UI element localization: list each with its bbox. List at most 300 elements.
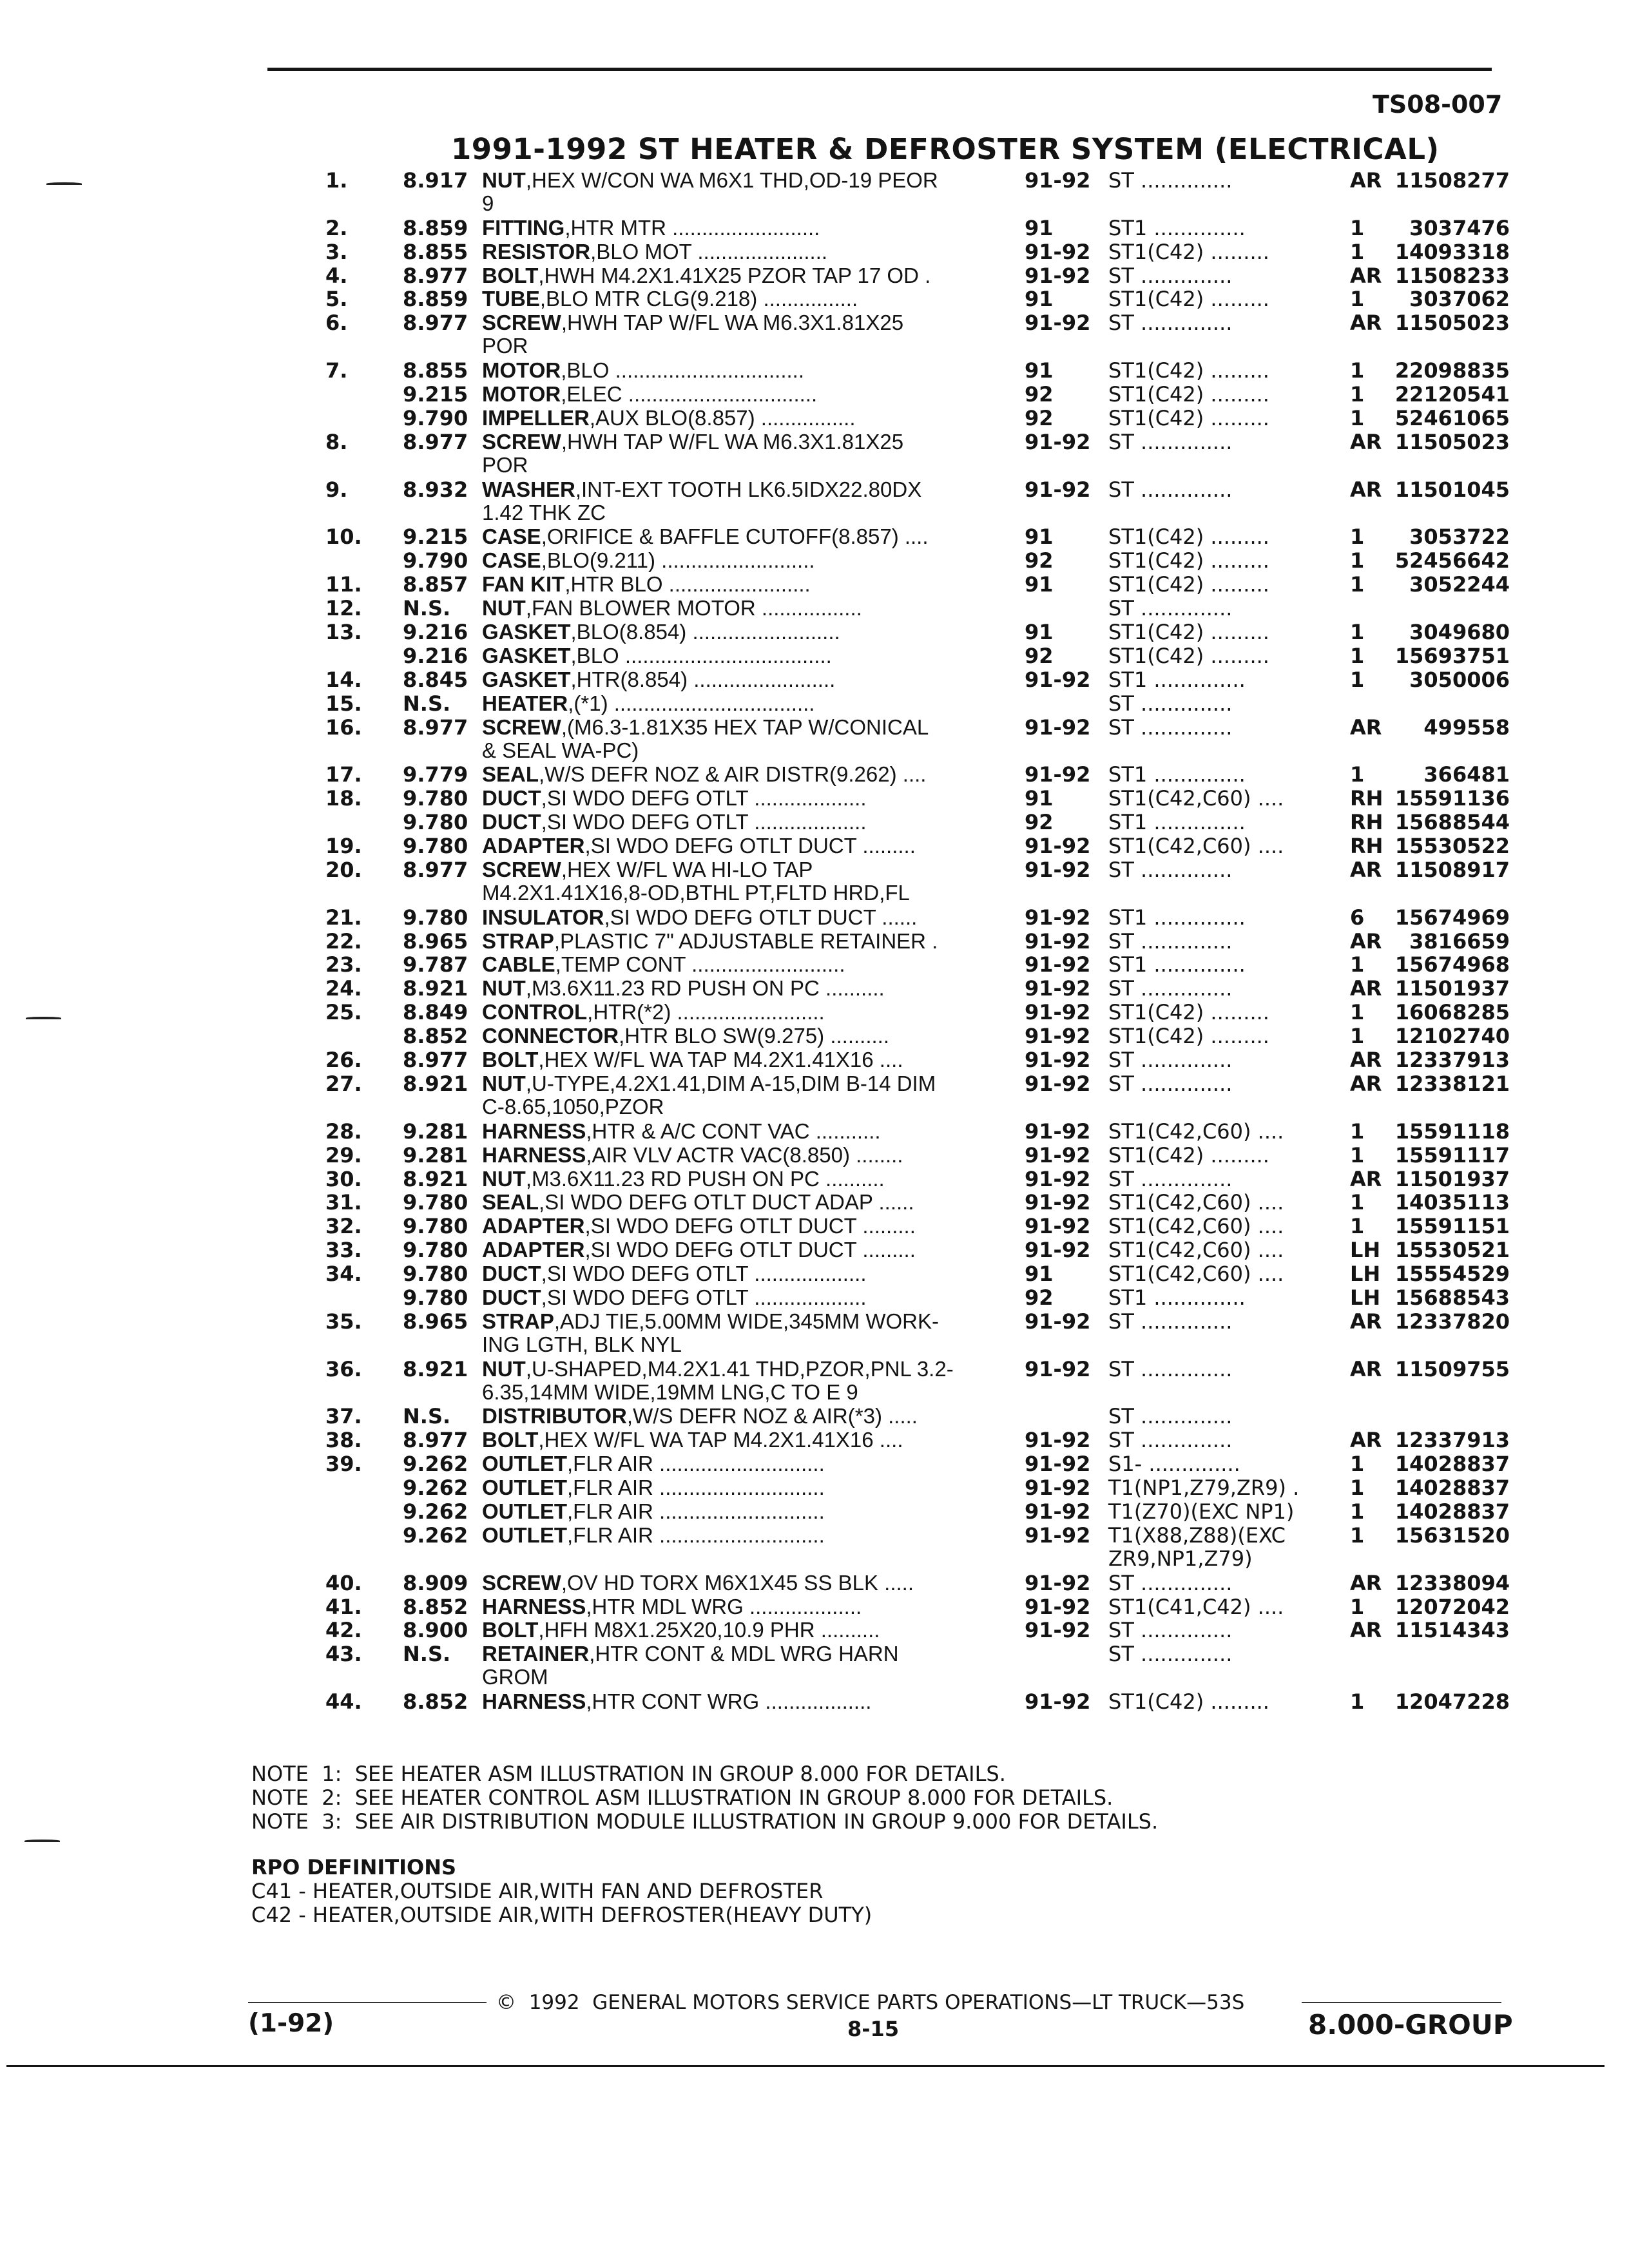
quantity: 1 xyxy=(1350,382,1365,407)
part-detail: ,HTR MDL WRG ................... xyxy=(586,1594,862,1619)
part-detail: ,M3.6X11.23 RD PUSH ON PC .......... xyxy=(525,976,885,1001)
group-number: 9.215 xyxy=(403,382,468,407)
part-description xyxy=(482,1619,880,1642)
model-code xyxy=(1108,953,1246,976)
part-number: 15693751 xyxy=(1394,643,1510,668)
part-row xyxy=(0,1215,1629,1238)
model-code xyxy=(1108,1238,1284,1262)
item-number: 22. xyxy=(325,928,362,954)
model-code xyxy=(1108,264,1232,287)
part-row xyxy=(0,430,1629,478)
part-description xyxy=(482,1524,825,1547)
part-description xyxy=(482,359,804,382)
quantity: 1 xyxy=(1350,667,1365,692)
model-code-text: ST1(C42) ......... xyxy=(1108,524,1269,550)
model-code-text: ST1(C42) ......... xyxy=(1108,382,1269,407)
note-line: NOTE 1: SEE HEATER ASM ILLUSTRATION IN GROUP 8.000 FOR DETAILS. xyxy=(251,1762,1006,1786)
part-description xyxy=(482,620,840,644)
quantity: 1 xyxy=(1350,524,1365,550)
quantity: AR xyxy=(1350,1570,1382,1595)
model-years: 91-92 xyxy=(1025,429,1091,454)
part-name: HARNESS xyxy=(482,1142,586,1167)
item-number: 20. xyxy=(325,857,362,882)
group-number: 8.849 xyxy=(403,1000,468,1025)
part-row xyxy=(0,644,1629,668)
part-name: DUCT xyxy=(482,810,541,834)
part-description xyxy=(482,1476,825,1499)
part-name: FAN KIT xyxy=(482,572,565,597)
quantity: 1 xyxy=(1350,572,1365,597)
group-number: 8.932 xyxy=(403,477,468,502)
part-detail: ,ADJ TIE,5.00MM WIDE,345MM WORK- xyxy=(554,1309,939,1333)
item-number: 8. xyxy=(325,429,348,454)
item-number: 2. xyxy=(325,215,348,240)
part-description xyxy=(482,1072,936,1119)
part-row xyxy=(0,834,1629,858)
group-number: 8.859 xyxy=(403,287,468,312)
model-code xyxy=(1108,1262,1284,1285)
part-number: 3049680 xyxy=(1409,619,1510,644)
model-years: 92 xyxy=(1025,382,1054,407)
group-number: 8.977 xyxy=(403,1048,468,1073)
group-number: 9.216 xyxy=(403,643,468,668)
model-code xyxy=(1108,1286,1246,1309)
item-number: 19. xyxy=(325,834,362,859)
group-number: 9.262 xyxy=(403,1523,468,1548)
model-code-text: ST1(C42,C60) .... xyxy=(1108,1238,1284,1263)
part-detail: ,HTR BLO ........................ xyxy=(564,572,811,597)
model-years: 92 xyxy=(1025,548,1054,573)
model-code xyxy=(1108,525,1269,548)
group-number: 9.780 xyxy=(403,1262,468,1287)
group-number: 8.977 xyxy=(403,263,468,288)
part-detail: ,PLASTIC 7" ADJUSTABLE RETAINER . xyxy=(554,928,938,953)
part-row xyxy=(0,858,1629,906)
group-number: 8.921 xyxy=(403,1166,468,1191)
group-number: 9.780 xyxy=(403,834,468,859)
part-name: OUTLET xyxy=(482,1475,567,1500)
model-years: 91-92 xyxy=(1025,857,1091,882)
part-name: SCREW xyxy=(482,311,561,335)
item-number: 42. xyxy=(325,1618,362,1643)
model-code-text: ST .............. xyxy=(1108,596,1233,621)
group-number: 8.855 xyxy=(403,239,468,264)
part-description xyxy=(482,1215,916,1238)
part-detail: ,HTR & A/C CONT VAC ........... xyxy=(586,1119,881,1143)
part-name: MOTOR xyxy=(482,382,561,407)
part-detail: ,ORIFICE & BAFFLE CUTOFF(8.857) .... xyxy=(541,524,929,549)
part-row xyxy=(0,1120,1629,1144)
part-detail: ,U-TYPE,4.2X1.41,DIM A-15,DIM B-14 DIM xyxy=(525,1071,936,1095)
part-description xyxy=(482,716,929,762)
part-description xyxy=(482,1428,903,1452)
group-number: 9.780 xyxy=(403,1285,468,1310)
model-code xyxy=(1108,1405,1232,1428)
item-number: 4. xyxy=(325,263,348,288)
part-row xyxy=(0,1262,1629,1286)
part-description xyxy=(482,977,885,1000)
part-detail: ,SI WDO DEFG OTLT DUCT ...... xyxy=(604,905,918,929)
part-description xyxy=(482,478,921,524)
footer-date: (1-92) xyxy=(248,2009,334,2038)
model-code-text: ST1(C42) ......... xyxy=(1108,548,1269,573)
group-number: N.S. xyxy=(403,691,451,716)
item-number: 23. xyxy=(325,952,362,977)
part-description xyxy=(482,1168,885,1191)
model-code xyxy=(1108,1048,1232,1072)
model-code xyxy=(1108,930,1232,953)
part-name: WASHER xyxy=(482,477,575,501)
part-row xyxy=(0,1024,1629,1048)
part-number: 12072042 xyxy=(1394,1594,1510,1619)
part-row xyxy=(0,1690,1629,1714)
part-row xyxy=(0,1619,1629,1642)
part-name: SCREW xyxy=(482,715,561,739)
model-code-text: ST .............. xyxy=(1108,1071,1233,1096)
part-row xyxy=(0,1144,1629,1168)
model-code xyxy=(1108,668,1246,691)
model-code xyxy=(1108,1571,1232,1595)
part-detail: ,HEX W/CON WA M6X1 THD,OD-19 PEOR xyxy=(525,168,938,192)
item-number: 32. xyxy=(325,1214,362,1239)
group-number: 8.965 xyxy=(403,1309,468,1334)
part-number: 11501937 xyxy=(1394,976,1510,1001)
quantity: 1 xyxy=(1350,1142,1365,1168)
part-number: 11514343 xyxy=(1394,1618,1510,1643)
part-row xyxy=(0,1001,1629,1024)
part-row xyxy=(0,811,1629,834)
part-description xyxy=(482,1120,881,1143)
part-detail: ,SI WDO DEFG OTLT ................... xyxy=(541,1262,867,1286)
part-description xyxy=(482,1238,916,1262)
part-name: HARNESS xyxy=(482,1119,586,1143)
part-number: 52456642 xyxy=(1394,548,1510,573)
item-number: 24. xyxy=(325,976,362,1001)
part-detail: ,HWH TAP W/FL WA M6.3X1.81X25 xyxy=(561,429,904,454)
part-row xyxy=(0,287,1629,311)
model-years: 91-92 xyxy=(1025,1523,1091,1548)
part-row xyxy=(0,525,1629,549)
model-code-text: ST .............. xyxy=(1108,976,1233,1001)
quantity: AR xyxy=(1350,928,1382,954)
part-detail: ,HTR CONT WRG .................. xyxy=(586,1689,872,1714)
model-years: 91 xyxy=(1025,1262,1054,1287)
part-detail-continued: ING LGTH, BLK NYL xyxy=(482,1332,682,1356)
model-code-text: ST .............. xyxy=(1108,715,1233,740)
item-number: 40. xyxy=(325,1570,362,1595)
model-code xyxy=(1108,430,1232,454)
quantity: 1 xyxy=(1350,548,1365,573)
part-number: 12102740 xyxy=(1394,1024,1510,1049)
item-number: 16. xyxy=(325,715,362,740)
model-years: 91-92 xyxy=(1025,928,1091,954)
part-description xyxy=(482,930,938,953)
part-detail: ,BLO MTR CLG(9.218) ................ xyxy=(539,287,858,311)
model-code xyxy=(1108,169,1232,192)
group-number: 8.977 xyxy=(403,311,468,336)
part-description xyxy=(482,216,820,240)
part-detail-continued: C-8.65,1050,PZOR xyxy=(482,1094,664,1119)
part-detail: ,HWH TAP W/FL WA M6.3X1.81X25 xyxy=(561,311,904,335)
part-description xyxy=(482,573,811,596)
part-row xyxy=(0,716,1629,764)
rpo-item: C42 - HEATER,OUTSIDE AIR,WITH DEFROSTER(HEAVY DUTY) xyxy=(251,1903,872,1927)
quantity: LH xyxy=(1350,1262,1381,1287)
group-number: 8.921 xyxy=(403,976,468,1001)
model-code xyxy=(1108,692,1232,715)
part-detail: ,HEX W/FL WA TAP M4.2X1.41X16 .... xyxy=(538,1428,903,1452)
part-name: MOTOR xyxy=(482,358,561,383)
part-name: CONTROL xyxy=(482,1000,588,1024)
group-number: 9.790 xyxy=(403,548,468,573)
group-number: 8.909 xyxy=(403,1570,468,1595)
model-code-text: ST .............. xyxy=(1108,1356,1233,1381)
part-row xyxy=(0,216,1629,240)
footer-rule-left xyxy=(248,2002,487,2003)
group-number: 8.852 xyxy=(403,1024,468,1049)
item-number: 29. xyxy=(325,1142,362,1168)
model-code-text: ST .............. xyxy=(1108,311,1233,336)
part-name: OUTLET xyxy=(482,1499,567,1524)
part-description xyxy=(482,1571,914,1595)
item-number: 11. xyxy=(325,572,362,597)
page-title: 1991-1992 ST HEATER & DEFROSTER SYSTEM (ELECTRICAL) xyxy=(451,132,1440,166)
part-name: DUCT xyxy=(482,1285,541,1309)
quantity: 1 xyxy=(1350,1452,1365,1477)
model-code-text: ST1(C42,C60) .... xyxy=(1108,1119,1284,1144)
part-row xyxy=(0,1524,1629,1571)
part-name: ADAPTER xyxy=(482,834,585,858)
footer-copyright: © 1992 GENERAL MOTORS SERVICE PARTS OPERATIONS—LT TRUCK—53S xyxy=(496,1991,1245,2014)
model-years: 91-92 xyxy=(1025,1475,1091,1501)
part-detail-continued: & SEAL WA-PC) xyxy=(482,738,639,762)
part-description xyxy=(482,1500,825,1523)
part-number: 14028837 xyxy=(1394,1452,1510,1477)
quantity: AR xyxy=(1350,1309,1382,1334)
model-code xyxy=(1108,1595,1284,1619)
model-years: 91-92 xyxy=(1025,477,1091,502)
model-code-text: ST1(C42,C60) .... xyxy=(1108,1262,1284,1287)
part-detail: ,OV HD TORX M6X1X45 SS BLK ..... xyxy=(561,1570,914,1595)
part-detail-continued: 9 xyxy=(482,191,494,215)
part-number: 11508917 xyxy=(1394,857,1510,882)
model-code xyxy=(1108,1001,1269,1024)
model-code-continued: ZR9,NP1,Z79) xyxy=(1108,1546,1253,1571)
part-description xyxy=(482,1642,899,1689)
part-number: 15591151 xyxy=(1394,1214,1510,1239)
part-number: 3050006 xyxy=(1409,667,1510,692)
part-name: SCREW xyxy=(482,857,561,881)
item-number: 9. xyxy=(325,477,348,502)
part-row xyxy=(0,1428,1629,1452)
part-detail: ,W/S DEFR NOZ & AIR DISTR(9.262) .... xyxy=(539,762,927,787)
part-detail: ,HTR(*2) ......................... xyxy=(587,1000,825,1024)
model-code xyxy=(1108,240,1269,264)
part-detail: ,BLO MOT ...................... xyxy=(590,239,828,264)
part-description xyxy=(482,430,903,477)
quantity: AR xyxy=(1350,1428,1382,1453)
part-description xyxy=(482,644,832,668)
top-rule xyxy=(267,68,1492,71)
part-name: ADAPTER xyxy=(482,1214,585,1238)
group-number: 9.780 xyxy=(403,786,468,811)
part-description xyxy=(482,240,827,264)
group-number: 9.790 xyxy=(403,405,468,430)
model-code-text: ST1(C42) ......... xyxy=(1108,239,1269,264)
group-number: 9.780 xyxy=(403,1190,468,1215)
quantity: AR xyxy=(1350,976,1382,1001)
model-years: 91 xyxy=(1025,619,1054,644)
part-number: 3816659 xyxy=(1409,928,1510,954)
part-description xyxy=(482,953,845,976)
model-code xyxy=(1108,1168,1232,1191)
quantity: 1 xyxy=(1350,215,1365,240)
part-row xyxy=(0,668,1629,692)
item-number: 36. xyxy=(325,1356,362,1381)
part-detail: ,FAN BLOWER MOTOR ................. xyxy=(525,596,862,620)
part-detail: ,SI WDO DEFG OTLT ................... xyxy=(541,1285,867,1309)
part-detail-continued: GROM xyxy=(482,1665,548,1689)
model-years: 91-92 xyxy=(1025,1570,1091,1595)
group-number: 8.852 xyxy=(403,1594,468,1619)
part-detail: ,HTR(8.854) ........................ xyxy=(570,667,836,691)
model-code-text: ST .............. xyxy=(1108,263,1233,288)
group-number: 9.216 xyxy=(403,619,468,644)
model-code-text: ST1(C42,C60) .... xyxy=(1108,834,1284,859)
model-code-text: ST1 .............. xyxy=(1108,810,1246,835)
part-row xyxy=(0,1168,1629,1191)
group-number: 8.917 xyxy=(403,168,468,193)
part-name: INSULATOR xyxy=(482,905,604,929)
model-code xyxy=(1108,383,1269,406)
part-description xyxy=(482,383,817,406)
part-detail: ,AUX BLO(8.857) ................ xyxy=(589,405,856,430)
part-number: 15688544 xyxy=(1394,810,1510,835)
part-number: 22098835 xyxy=(1394,358,1510,383)
model-code-text: ST .............. xyxy=(1108,1642,1233,1667)
item-number: 21. xyxy=(325,905,362,930)
item-number: 3. xyxy=(325,239,348,264)
part-detail: ,AIR VLV ACTR VAC(8.850) ........ xyxy=(586,1142,903,1167)
part-number: 12337913 xyxy=(1394,1048,1510,1073)
quantity: AR xyxy=(1350,1048,1382,1073)
model-code xyxy=(1108,597,1232,620)
part-name: GASKET xyxy=(482,619,571,644)
part-name: DUCT xyxy=(482,1262,541,1286)
item-number: 38. xyxy=(325,1428,362,1453)
model-code xyxy=(1108,858,1232,881)
part-detail: ,M3.6X11.23 RD PUSH ON PC .......... xyxy=(525,1166,885,1191)
part-name: NUT xyxy=(482,976,526,1001)
part-detail: ,HEX W/FL WA HI-LO TAP xyxy=(561,857,813,881)
group-number: 9.281 xyxy=(403,1119,468,1144)
model-code-text: ST1(C42) ......... xyxy=(1108,1689,1269,1715)
part-number: 15674969 xyxy=(1394,905,1510,930)
model-years: 91-92 xyxy=(1025,762,1091,787)
part-description xyxy=(482,1144,903,1167)
part-detail-continued: M4.2X1.41X16,8-OD,BTHL PT,FLTD HRD,FL xyxy=(482,880,910,905)
part-detail: ,(M6.3-1.81X35 HEX TAP W/CONICAL xyxy=(561,715,929,739)
group-number: 9.780 xyxy=(403,905,468,930)
part-number: 3037062 xyxy=(1409,287,1510,312)
part-name: GASKET xyxy=(482,643,571,668)
part-name: CONNECTOR xyxy=(482,1024,619,1048)
part-detail: ,BLO(9.211) .......................... xyxy=(541,548,815,573)
part-number: 11508277 xyxy=(1394,168,1510,193)
part-number: 14035113 xyxy=(1394,1190,1510,1215)
part-name: BOLT xyxy=(482,1618,539,1642)
part-row xyxy=(0,383,1629,407)
item-number: 31. xyxy=(325,1190,362,1215)
quantity: AR xyxy=(1350,429,1382,454)
part-row xyxy=(0,906,1629,930)
model-code-text: ST1(C42) ......... xyxy=(1108,405,1269,430)
group-number: 8.855 xyxy=(403,358,468,383)
model-code xyxy=(1108,1428,1232,1452)
part-detail: ,FLR AIR ............................ xyxy=(566,1475,825,1500)
group-number: 8.857 xyxy=(403,572,468,597)
part-row xyxy=(0,311,1629,359)
part-description xyxy=(482,169,938,215)
part-detail: ,SI WDO DEFG OTLT DUCT ......... xyxy=(584,834,916,858)
quantity: 1 xyxy=(1350,952,1365,977)
model-code-text: ST .............. xyxy=(1108,477,1233,502)
model-code-text: ST .............. xyxy=(1108,857,1233,882)
model-years: 91 xyxy=(1025,786,1054,811)
group-number: 8.977 xyxy=(403,1428,468,1453)
item-number: 34. xyxy=(325,1262,362,1287)
quantity: AR xyxy=(1350,1166,1382,1191)
model-years: 91-92 xyxy=(1025,715,1091,740)
part-name: TUBE xyxy=(482,287,540,311)
part-row xyxy=(0,407,1629,430)
part-description xyxy=(482,549,815,572)
part-row xyxy=(0,1500,1629,1524)
model-years: 91-92 xyxy=(1025,1356,1091,1381)
quantity: RH xyxy=(1350,786,1383,811)
part-detail: ,SI WDO DEFG OTLT DUCT ADAP ...... xyxy=(539,1190,914,1215)
group-number: 8.965 xyxy=(403,928,468,954)
model-code xyxy=(1108,478,1232,501)
model-years: 91-92 xyxy=(1025,263,1091,288)
part-detail: ,FLR AIR ............................ xyxy=(566,1523,825,1547)
part-detail: ,ELEC ................................ xyxy=(561,382,818,407)
part-description xyxy=(482,1310,939,1356)
model-code-text: ST1(C42) ......... xyxy=(1108,358,1269,383)
part-name: BOLT xyxy=(482,1428,539,1452)
part-name: NUT xyxy=(482,168,526,192)
part-detail-continued: POR xyxy=(482,334,528,358)
part-description xyxy=(482,1286,867,1309)
part-row xyxy=(0,692,1629,716)
part-row xyxy=(0,620,1629,644)
model-code-text: ST1(C42,C60) .... xyxy=(1108,786,1284,811)
model-code xyxy=(1108,620,1269,644)
model-code-text: ST1(C42) ......... xyxy=(1108,1000,1269,1025)
part-description xyxy=(482,1262,867,1285)
model-code xyxy=(1108,407,1269,430)
item-number: 26. xyxy=(325,1048,362,1073)
part-row xyxy=(0,787,1629,811)
quantity: AR xyxy=(1350,477,1382,502)
quantity: 1 xyxy=(1350,643,1365,668)
model-code xyxy=(1108,1358,1232,1381)
part-name: HARNESS xyxy=(482,1594,586,1619)
part-number: 15591136 xyxy=(1394,786,1510,811)
part-number: 11508233 xyxy=(1394,263,1510,288)
part-number: 16068285 xyxy=(1394,1000,1510,1025)
model-years: 91-92 xyxy=(1025,667,1091,692)
